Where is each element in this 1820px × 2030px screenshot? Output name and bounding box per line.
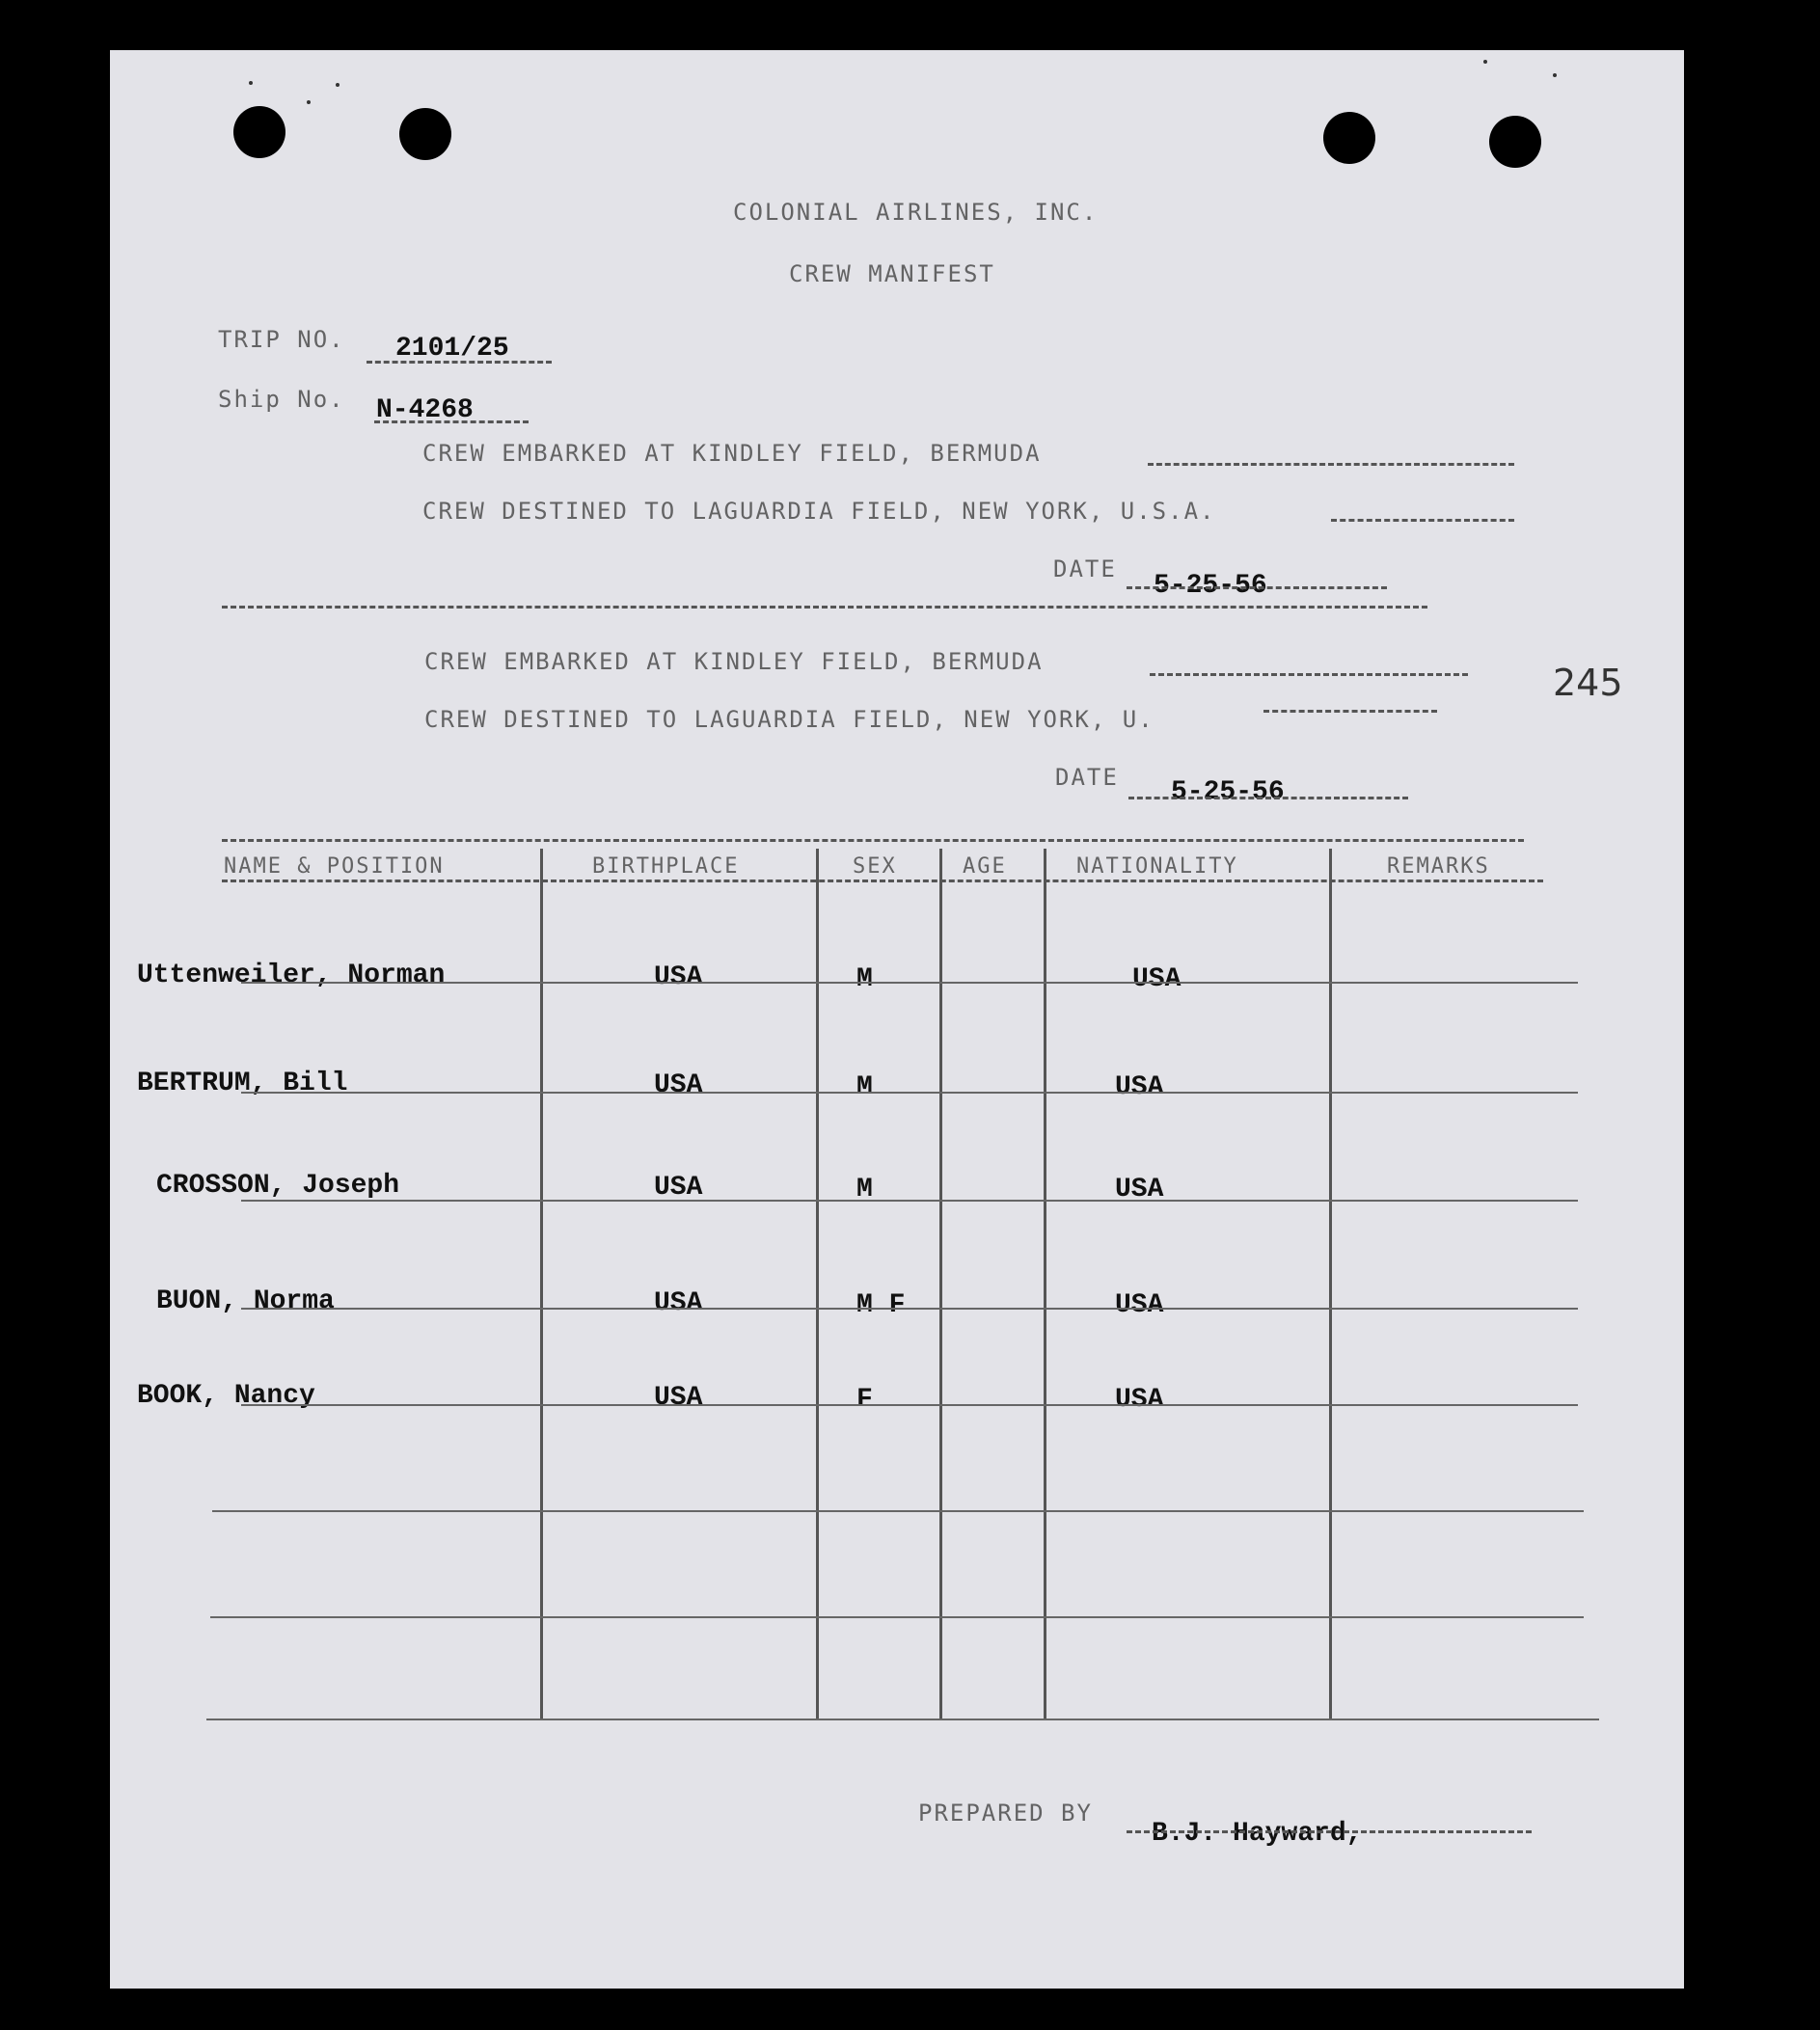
document-title: CREW MANIFEST <box>789 260 995 287</box>
speck <box>307 100 311 104</box>
column-header-age: AGE <box>963 854 1007 879</box>
prepared-by-label: PREPARED BY <box>918 1800 1093 1827</box>
crew-nationality: USA <box>1132 964 1182 994</box>
column-rule <box>1044 849 1046 1719</box>
row-rule <box>241 982 1578 984</box>
column-header-remarks: REMARKS <box>1387 854 1490 879</box>
speck <box>336 83 340 87</box>
speck <box>249 81 253 85</box>
date-value-1: 5-25-56 <box>1154 571 1267 601</box>
crew-birthplace: USA <box>654 962 703 992</box>
page-number: 245 <box>1553 662 1623 704</box>
section-divider <box>222 606 1427 609</box>
crew-nationality: USA <box>1115 1385 1164 1415</box>
crew-name: BERTRUM, Bill <box>137 1069 348 1098</box>
punch-hole <box>233 106 285 158</box>
crew-sex: M <box>856 964 873 994</box>
table-top-rule <box>222 839 1524 842</box>
ship-underline <box>374 420 529 423</box>
prepared-by-name: B.J. Hayward, <box>1152 1819 1363 1849</box>
embarked-underline-2 <box>1150 673 1468 676</box>
crew-birthplace: USA <box>654 1288 703 1318</box>
crew-birthplace: USA <box>654 1070 703 1100</box>
row-rule <box>210 1616 1584 1618</box>
embarked-line-1: CREW EMBARKED AT KINDLEY FIELD, BERMUDA <box>422 440 1042 467</box>
company-name: COLONIAL AIRLINES, INC. <box>733 199 1099 226</box>
date-label-1: DATE <box>1053 555 1117 582</box>
punch-hole <box>1323 112 1375 164</box>
trip-number: 2101/25 <box>395 334 509 364</box>
trip-underline <box>367 361 552 364</box>
crew-name: BUON, Norma <box>156 1286 335 1316</box>
column-header-birthplace: BIRTHPLACE <box>592 854 740 879</box>
crew-birthplace: USA <box>654 1383 703 1413</box>
crew-sex: M F <box>856 1290 906 1320</box>
prepared-by-underline <box>1127 1830 1532 1833</box>
column-rule <box>816 849 819 1719</box>
speck <box>1553 73 1557 77</box>
date-underline-2 <box>1128 797 1408 799</box>
crew-name: Uttenweiler, Norman <box>137 961 446 990</box>
crew-sex: M <box>856 1072 873 1102</box>
embarked-underline-1 <box>1148 463 1514 466</box>
destined-underline-2 <box>1263 710 1437 713</box>
punch-hole <box>399 108 451 160</box>
crew-nationality: USA <box>1115 1072 1164 1102</box>
crew-name: CROSSON, Joseph <box>156 1171 400 1201</box>
crew-sex: F <box>856 1385 873 1415</box>
column-header-nationality: NATIONALITY <box>1076 854 1238 879</box>
destined-underline-1 <box>1331 519 1514 522</box>
crew-birthplace: USA <box>654 1173 703 1203</box>
row-rule <box>241 1404 1578 1406</box>
trip-label: TRIP NO. <box>218 326 345 353</box>
ship-number: N-4268 <box>376 395 474 425</box>
column-rule <box>939 849 942 1719</box>
row-rule <box>241 1308 1578 1310</box>
row-rule <box>241 1200 1578 1202</box>
table-header-rule <box>222 880 1543 882</box>
column-header-name: NAME & POSITION <box>224 854 445 879</box>
row-rule <box>212 1510 1584 1512</box>
crew-name: BOOK, Nancy <box>137 1381 315 1411</box>
column-rule <box>1329 849 1332 1719</box>
date-label-2: DATE <box>1055 764 1119 791</box>
ship-label: Ship No. <box>218 386 345 413</box>
embarked-line-2: CREW EMBARKED AT KINDLEY FIELD, BERMUDA <box>424 648 1044 675</box>
destined-line-1: CREW DESTINED TO LAGUARDIA FIELD, NEW YORK, U.S.A. <box>422 498 1216 525</box>
crew-sex: M <box>856 1175 873 1204</box>
manifest-page <box>110 50 1684 1989</box>
table-bottom-rule <box>206 1719 1599 1720</box>
crew-nationality: USA <box>1115 1175 1164 1204</box>
date-value-2: 5-25-56 <box>1171 777 1285 807</box>
column-rule <box>540 849 543 1719</box>
date-underline-1 <box>1127 586 1387 589</box>
punch-hole <box>1489 116 1541 168</box>
crew-nationality: USA <box>1115 1290 1164 1320</box>
destined-line-2: CREW DESTINED TO LAGUARDIA FIELD, NEW YORK, U. <box>424 706 1154 733</box>
speck <box>1483 60 1487 64</box>
row-rule <box>241 1092 1578 1094</box>
column-header-sex: SEX <box>853 854 897 879</box>
